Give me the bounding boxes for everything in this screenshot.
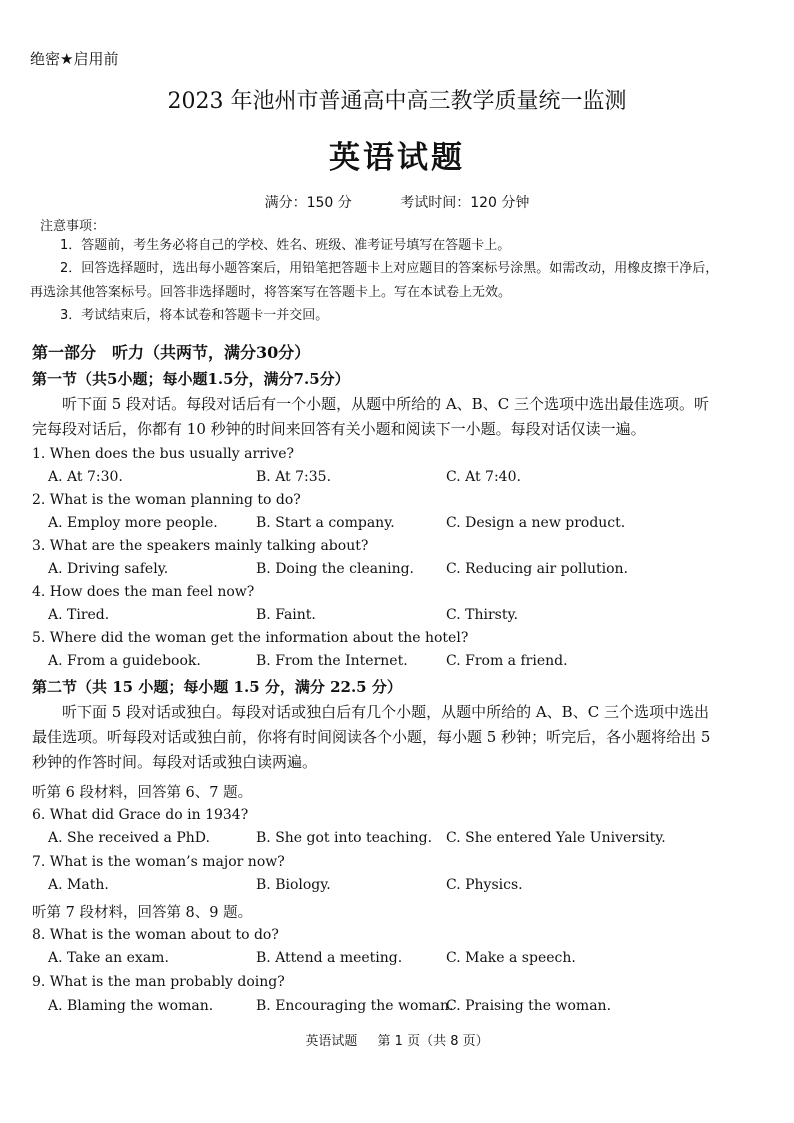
question-3: 3. What are the speakers mainly talking about?: [32, 538, 369, 554]
question-1: 1. When does the bus usually arrive?: [32, 446, 295, 462]
option-5c: C. From a friend.: [446, 653, 568, 669]
option-1c: C. At 7:40.: [446, 469, 521, 485]
option-8b: B. Attend a meeting.: [256, 950, 403, 966]
question-8: 8. What is the woman about to do?: [32, 927, 279, 943]
option-9b: B. Encouraging the woman.: [256, 998, 454, 1014]
option-1b: B. At 7:35.: [256, 469, 332, 485]
secret-label: 绝密★启用前: [30, 50, 119, 68]
question-5: 5. Where did the woman get the information about the hotel?: [32, 630, 469, 646]
material-7-label: 听第 7 段材料，回答第 8、9 题。: [32, 905, 253, 921]
page-footer: [0, 1030, 794, 1049]
option-5a: A. From a guidebook.: [48, 653, 201, 669]
notice-title: 注意事项：: [40, 219, 106, 234]
option-1a: A. At 7:30.: [48, 469, 123, 485]
exam-title: 2023 年池州市普通高中高三教学质量统一监测: [167, 89, 627, 114]
option-6c: C. She entered Yale University.: [446, 830, 666, 846]
full-score: 满分：150 分: [264, 195, 352, 211]
subject-title: 英语试题: [329, 140, 465, 176]
option-5b: B. From the Internet.: [256, 653, 408, 669]
section1-instructions: 听下面 5 段对话。每段对话后有一个小题，从题中所给的 A、B、C 三个选项中选出最佳选项。听完每段对话后，你都有 10 秒钟的时间来回答有关小题和阅读下一小题。每段对话仅读一遍。: [32, 395, 709, 438]
question-2: 2. What is the woman planning to do?: [32, 492, 301, 508]
option-4b: B. Faint.: [256, 607, 316, 623]
question-6: 6. What did Grace do in 1934?: [32, 807, 249, 823]
section2-instructions: 听下面 5 段对话或独白。每段对话或独白后有几个小题，从题中所给的 A、B、C 三个选项中选出最佳选项。听每段对话或独白前，你将有时间阅读各个小题，每小题 5 秒钟；听完后，各小题将给出 5 秒钟的作答时间。每段对话或独白读两遍。: [32, 703, 711, 771]
question-4: 4. How does the man feel now?: [32, 584, 255, 600]
section2-title: 第二节（共 15 小题；每小题 1.5 分，满分 22.5 分）: [32, 678, 402, 696]
notice-item-2: 2．回答选择题时，选出每小题答案后，用铅笔把答题卡上对应题目的答案标号涂黑。如需改动，用橡皮擦干净后，再选涂其他答案标号。回答非选择题时，将答案写在答题卡上。写在本试卷上无效。: [30, 261, 719, 300]
option-3b: B. Doing the cleaning.: [256, 561, 414, 577]
option-9a: A. Blaming the woman.: [48, 998, 214, 1014]
question-9: 9. What is the man probably doing?: [32, 974, 285, 990]
material-6-label: 听第 6 段材料，回答第 6、7 题。: [32, 785, 253, 801]
option-3c: C. Reducing air pollution.: [446, 561, 628, 577]
option-6b: B. She got into teaching.: [256, 830, 433, 846]
option-2a: A. Employ more people.: [48, 515, 218, 531]
question-7: 7. What is the woman’s major now?: [32, 854, 285, 870]
notice-item-3: 3．考试结束后，将本试卷和答题卡一并交回。: [60, 308, 329, 323]
option-4c: C. Thirsty.: [446, 607, 518, 623]
option-8c: C. Make a speech.: [446, 950, 576, 966]
notice-item-1: 1．答题前，考生务必将自己的学校、姓名、班级、准考证号填写在答题卡上。: [60, 238, 511, 253]
part1-title: 第一部分 听力（共两节，满分30分）: [32, 343, 311, 362]
option-3a: A. Driving safely.: [48, 561, 169, 577]
footer-page-number: 第 1 页（共 8 页）: [377, 1034, 489, 1049]
option-9c: C. Praising the woman.: [446, 998, 612, 1014]
option-7c: C. Physics.: [446, 877, 523, 893]
option-7a: A. Math.: [48, 877, 109, 893]
option-2c: C. Design a new product.: [446, 515, 626, 531]
option-8a: A. Take an exam.: [48, 950, 169, 966]
option-7b: B. Biology.: [256, 877, 331, 893]
option-4a: A. Tired.: [48, 607, 110, 623]
score-time-line: [0, 192, 794, 212]
exam-time: 考试时间：120 分钟: [400, 195, 530, 211]
option-2b: B. Start a company.: [256, 515, 395, 531]
section1-title: 第一节（共5小题；每小题1.5分，满分7.5分）: [32, 370, 350, 388]
option-6a: A. She received a PhD.: [48, 830, 210, 846]
footer-subject: 英语试题: [305, 1034, 358, 1049]
